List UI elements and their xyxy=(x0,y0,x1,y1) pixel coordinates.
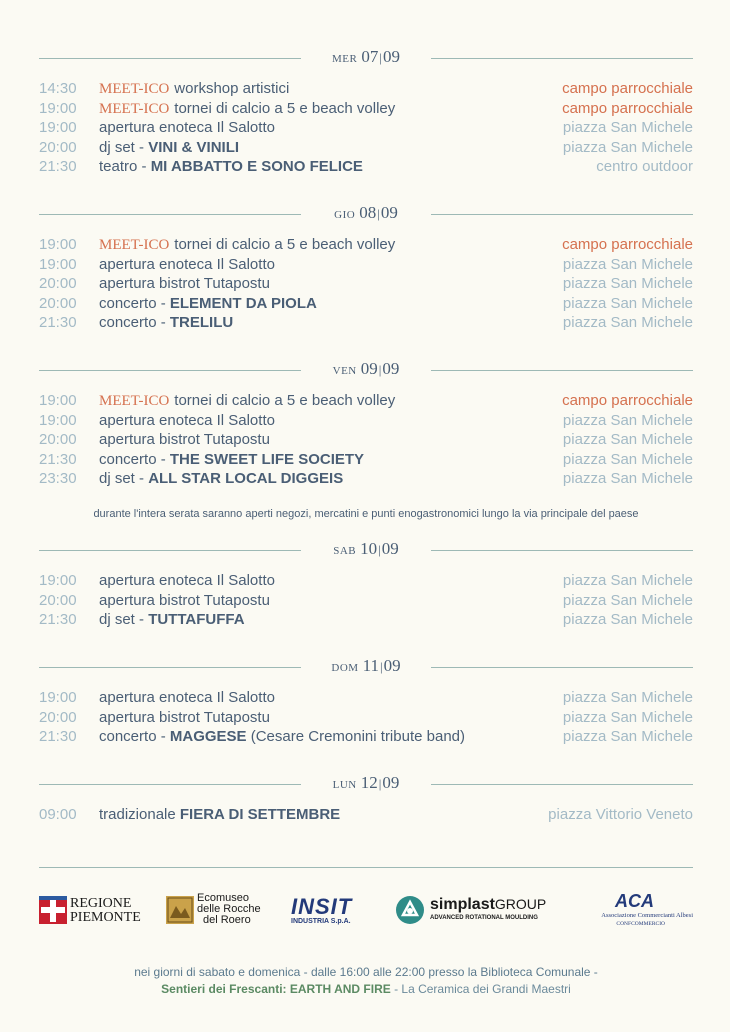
event-description xyxy=(99,294,317,313)
event-title: MI ABBATTO E SONO FELICE xyxy=(150,158,363,175)
simplast-sub: ADVANCED ROTATIONAL MOULDING xyxy=(430,915,538,921)
day-number: 10 xyxy=(360,539,378,558)
event-time: 21:30 xyxy=(39,611,77,628)
event-row xyxy=(39,571,693,591)
event-row xyxy=(39,805,693,825)
ecomuseo-line1: Ecomuseo xyxy=(197,892,249,904)
event-time: 20:00 xyxy=(39,591,77,609)
day-number: 07 xyxy=(361,47,379,66)
event-description xyxy=(99,235,395,255)
event-text: apertura bistrot Tutapostu xyxy=(99,591,270,609)
event-row xyxy=(39,294,693,314)
day-block xyxy=(39,539,693,630)
event-row xyxy=(39,99,693,119)
day-number: 09 xyxy=(360,359,378,378)
event-row xyxy=(39,79,693,99)
event-time: 21:30 xyxy=(39,450,77,468)
month-number: 09 xyxy=(383,656,401,675)
event-text: apertura enoteca Il Salotto xyxy=(99,689,275,706)
event-location: piazza San Michele xyxy=(562,689,693,706)
event-description xyxy=(99,708,270,727)
event-row xyxy=(39,591,693,611)
event-description xyxy=(99,274,270,293)
event-location: piazza Vittorio Veneto xyxy=(548,806,693,823)
event-location: piazza San Michele xyxy=(562,708,693,726)
event-text: apertura bistrot Tutapostu xyxy=(99,431,270,448)
day-header xyxy=(39,47,693,71)
month-number: 09 xyxy=(381,539,399,558)
aca-sub2: CONFCOMMERCIO xyxy=(616,921,665,927)
event-location: piazza San Michele xyxy=(562,255,693,273)
event-row xyxy=(39,313,693,333)
insit-name: INSIT xyxy=(291,894,353,919)
event-location: piazza San Michele xyxy=(562,728,693,745)
event-description xyxy=(99,450,364,469)
event-text: concerto - xyxy=(99,450,170,468)
event-description xyxy=(99,430,270,449)
event-title: THE SWEET LIFE SOCIETY xyxy=(169,450,365,468)
event-text: teatro - xyxy=(99,158,151,175)
event-row xyxy=(39,157,693,177)
event-time: 20:00 xyxy=(39,431,77,448)
event-location: piazza San Michele xyxy=(562,431,693,448)
event-text: dj set - xyxy=(99,611,149,628)
simplast-logo xyxy=(396,888,551,932)
event-location: piazza San Michele xyxy=(562,411,693,429)
event-time: 21:30 xyxy=(39,314,77,331)
day-header xyxy=(39,773,693,797)
footer-exhibit-subtitle: - La Ceramica dei Grandi Maestri xyxy=(390,982,571,996)
date-separator: | xyxy=(377,206,380,221)
event-location: piazza San Michele xyxy=(562,572,693,589)
day-date xyxy=(39,773,693,793)
event-list xyxy=(39,688,693,747)
event-description xyxy=(99,138,239,157)
month-number: 09 xyxy=(382,773,400,792)
day-block xyxy=(39,203,693,333)
event-description xyxy=(99,571,275,590)
regione-piemonte-logo xyxy=(39,888,139,932)
event-location: piazza San Michele xyxy=(562,275,693,292)
day-header xyxy=(39,359,693,383)
event-location: piazza San Michele xyxy=(562,470,693,487)
event-description xyxy=(99,805,340,824)
event-time: 19:00 xyxy=(39,119,77,136)
date-separator: | xyxy=(379,659,383,674)
event-location: piazza San Michele xyxy=(562,450,693,468)
event-row xyxy=(39,708,693,728)
footer-line1: nei giorni di sabato e domenica - dalle 16:00 alle 22:00 presso la Biblioteca Comunale - xyxy=(134,965,598,979)
date-separator: | xyxy=(378,542,381,557)
day-of-week: DOM xyxy=(331,662,359,674)
event-description xyxy=(99,469,343,488)
footer xyxy=(39,964,693,998)
aca-name: ACA xyxy=(615,891,654,911)
day-date xyxy=(39,359,693,379)
evening-note: durante l'intera serata saranno aperti negozi, mercatini e punti enogastronomici lungo la via principale del paese xyxy=(93,508,639,520)
event-description xyxy=(99,411,275,430)
event-text: tornei di calcio a 5 e beach volley xyxy=(174,99,396,117)
day-date xyxy=(39,47,693,67)
event-list xyxy=(39,571,693,630)
event-list xyxy=(39,235,693,333)
event-description xyxy=(99,688,275,707)
event-time: 19:00 xyxy=(39,572,77,589)
day-header xyxy=(39,203,693,227)
day-of-week: GIO xyxy=(334,209,356,221)
sponsor-logos xyxy=(39,888,693,932)
event-time: 19:00 xyxy=(39,236,77,253)
event-text: tornei di calcio a 5 e beach volley xyxy=(174,236,396,253)
event-tag: MEET-ICO xyxy=(99,81,170,97)
event-row xyxy=(39,450,693,470)
insit-sub: INDUSTRIA S.p.A. xyxy=(291,918,351,925)
month-number: 09 xyxy=(382,47,400,66)
event-time: 19:00 xyxy=(39,411,77,429)
aca-logo xyxy=(575,888,693,932)
event-time: 09:00 xyxy=(39,806,77,823)
footer-exhibit-title: Sentieri dei Frescanti: EARTH AND FIRE xyxy=(161,982,391,996)
simplast-group: GROUP xyxy=(494,896,547,912)
event-description xyxy=(99,255,275,274)
day-of-week: VEN xyxy=(332,365,357,377)
month-number: 09 xyxy=(382,359,400,378)
event-description xyxy=(99,391,395,411)
event-text: concerto - xyxy=(99,314,170,331)
day-block xyxy=(39,773,693,825)
event-title: ALL STAR LOCAL DIGGEIS xyxy=(148,470,344,487)
event-text: workshop artistici xyxy=(174,80,290,97)
event-row xyxy=(39,610,693,630)
event-location: piazza San Michele xyxy=(562,294,693,312)
event-description xyxy=(99,157,363,176)
simplast-name: simplast xyxy=(430,896,495,913)
ecomuseo-line3: del Roero xyxy=(203,914,251,926)
event-title: TUTTAFUFFA xyxy=(148,611,245,628)
event-title: FIERA DI SETTEMBRE xyxy=(179,806,341,823)
date-separator: | xyxy=(379,50,382,65)
regione-line2: PIEMONTE xyxy=(70,910,141,925)
day-date xyxy=(39,656,693,676)
event-time: 19:00 xyxy=(39,99,77,117)
event-title: ELEMENT DA PIOLA xyxy=(169,294,317,312)
event-row xyxy=(39,255,693,275)
piemonte-shield-icon xyxy=(39,896,67,924)
event-description xyxy=(99,79,289,99)
event-list xyxy=(39,805,693,825)
event-text: apertura enoteca Il Salotto xyxy=(99,119,275,136)
event-list xyxy=(39,79,693,177)
event-row xyxy=(39,469,693,489)
event-location: campo parrocchiale xyxy=(562,236,693,253)
event-location: piazza San Michele xyxy=(562,314,693,331)
event-location: piazza San Michele xyxy=(562,119,693,136)
insit-logo xyxy=(291,888,371,932)
event-time: 20:00 xyxy=(39,275,77,292)
day-number: 12 xyxy=(360,773,378,792)
event-location: campo parrocchiale xyxy=(562,392,693,409)
regione-line1: REGIONE xyxy=(70,896,132,911)
day-number: 08 xyxy=(359,203,377,222)
ecomuseo-logo xyxy=(166,888,266,932)
event-description xyxy=(99,313,233,332)
ecomuseo-emblem-icon xyxy=(166,896,194,924)
day-block xyxy=(39,656,693,747)
event-text: tornei di calcio a 5 e beach volley xyxy=(174,392,396,409)
event-time: 19:00 xyxy=(39,392,77,409)
event-time: 19:00 xyxy=(39,689,77,706)
event-description xyxy=(99,727,465,746)
day-of-week: MER xyxy=(332,53,358,65)
day-date xyxy=(39,203,693,223)
event-description xyxy=(99,118,275,137)
event-description xyxy=(99,99,395,119)
event-text: apertura bistrot Tutapostu xyxy=(99,275,270,292)
event-time: 21:30 xyxy=(39,728,77,745)
event-title: MAGGESE xyxy=(169,728,247,745)
event-tag: MEET-ICO xyxy=(99,100,170,117)
day-date xyxy=(39,539,693,559)
event-text: dj set - xyxy=(99,138,149,156)
date-separator: | xyxy=(378,362,382,377)
day-header xyxy=(39,539,693,563)
event-row xyxy=(39,235,693,255)
event-description xyxy=(99,610,245,629)
event-row xyxy=(39,688,693,708)
month-number: 09 xyxy=(380,203,398,222)
event-time: 23:30 xyxy=(39,470,77,487)
event-row xyxy=(39,118,693,138)
event-location: piazza San Michele xyxy=(562,591,693,609)
day-block xyxy=(39,47,693,177)
day-header xyxy=(39,656,693,680)
event-title: VINI & VINILI xyxy=(148,138,240,156)
event-text: apertura enoteca Il Salotto xyxy=(99,572,275,589)
event-text: apertura bistrot Tutapostu xyxy=(99,708,270,726)
event-tag: MEET-ICO xyxy=(99,237,170,253)
event-location: piazza San Michele xyxy=(562,138,693,156)
ecomuseo-line2: delle Rocche xyxy=(197,903,261,915)
event-tag: MEET-ICO xyxy=(99,393,170,409)
event-row xyxy=(39,138,693,158)
event-location: campo parrocchiale xyxy=(562,99,693,117)
event-row xyxy=(39,411,693,431)
event-row xyxy=(39,391,693,411)
event-row xyxy=(39,727,693,747)
event-location: campo parrocchiale xyxy=(562,80,693,97)
event-title: TRELILU xyxy=(169,314,234,331)
event-text: concerto - xyxy=(99,728,170,745)
event-text: tradizionale xyxy=(99,806,180,823)
day-number: 11 xyxy=(362,656,379,675)
event-text: dj set - xyxy=(99,470,149,487)
event-time: 21:30 xyxy=(39,158,77,175)
event-time: 20:00 xyxy=(39,138,77,156)
event-text: concerto - xyxy=(99,294,170,312)
event-location: piazza San Michele xyxy=(562,611,693,628)
event-text: apertura enoteca Il Salotto xyxy=(99,255,275,273)
aca-sub: Associazione Commercianti Albesi xyxy=(601,912,693,919)
event-location: centro outdoor xyxy=(596,158,693,175)
event-time: 14:30 xyxy=(39,80,77,97)
event-note: (Cesare Cremonini tribute band) xyxy=(246,728,465,745)
day-block xyxy=(39,359,693,489)
event-time: 20:00 xyxy=(39,708,77,726)
day-of-week: SAB xyxy=(333,545,357,557)
event-list xyxy=(39,391,693,489)
day-of-week: LUN xyxy=(332,779,357,791)
event-time: 19:00 xyxy=(39,255,77,273)
event-time: 20:00 xyxy=(39,294,77,312)
event-row xyxy=(39,274,693,294)
footer-line2 xyxy=(39,981,693,998)
simplast-emblem-icon xyxy=(396,896,424,924)
event-row xyxy=(39,430,693,450)
date-separator: | xyxy=(378,776,382,791)
event-text: apertura enoteca Il Salotto xyxy=(99,411,275,429)
event-description xyxy=(99,591,270,610)
bottom-divider xyxy=(39,867,693,868)
